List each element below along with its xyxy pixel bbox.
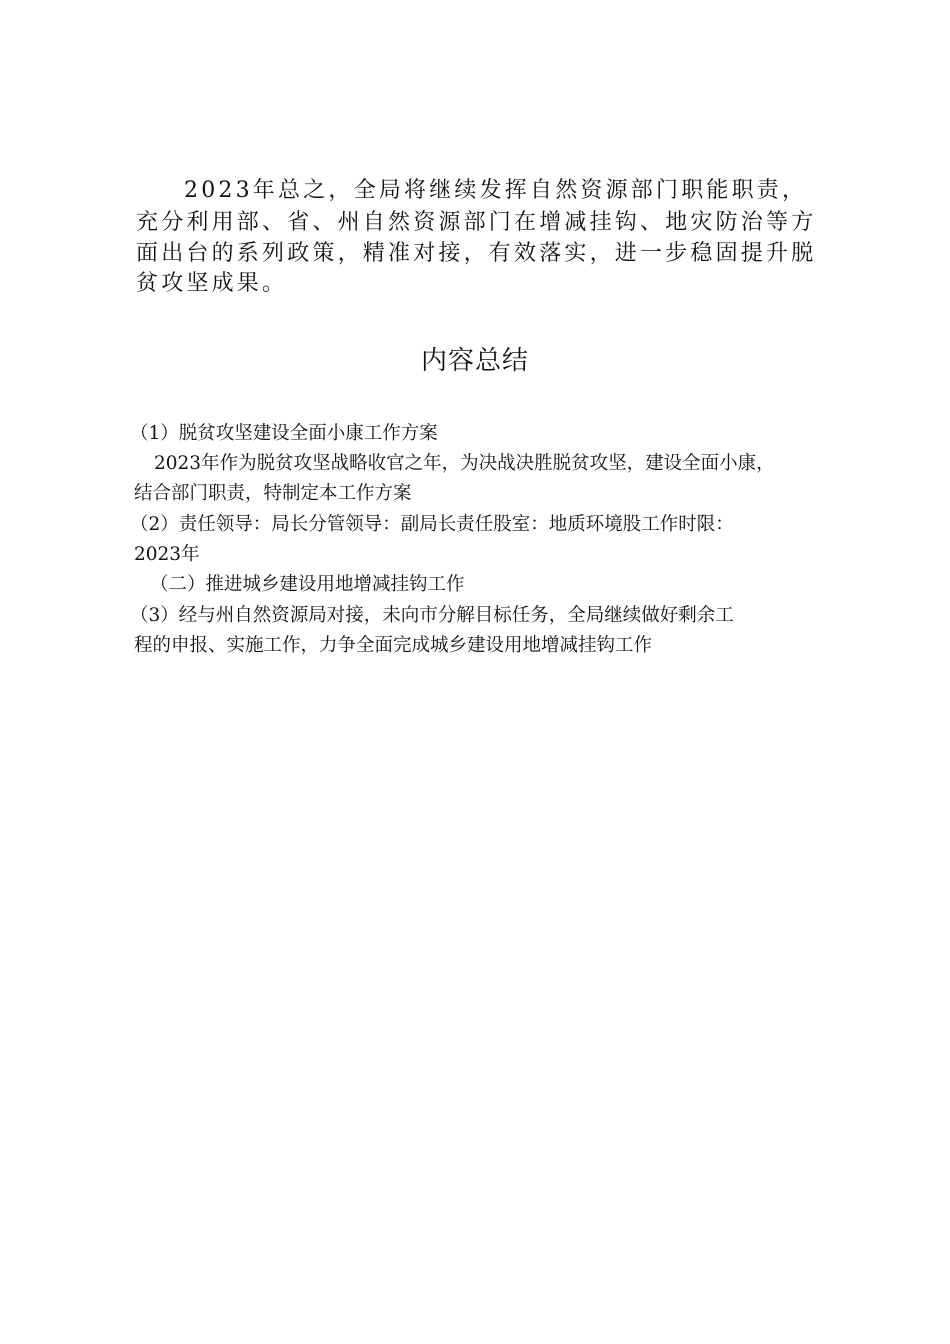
intro-line-3: 面出台的系列政策，精准对接，有效落实，进一步稳固提升脱 [136,241,817,266]
summary-line-7: （3）经与州自然资源局对接，未向市分解目标任务，全局继续做好剩余工 [130,605,734,626]
summary-line-4: （2）责任领导：局长分管领导：副局长责任股室：地质环境股工作时限： [130,514,734,535]
summary-line-6: （二）推进城乡建设用地增减挂钩工作 [150,574,465,595]
summary-line-5: 2023年 [134,544,200,565]
intro-line-4: 贫攻坚成果。 [136,271,288,296]
summary-title: 内容总结 [420,346,529,376]
summary-line-1: （1）脱贫攻坚建设全面小康工作方案 [130,423,438,444]
intro-line-1: 2023年总之，全局将继续发挥自然资源部门职能职责， [184,178,808,203]
summary-line-8: 程的申报、实施工作，力争全面完成城乡建设用地增减挂钩工作 [134,635,653,656]
summary-line-2: 2023年作为脱贫攻坚战略收官之年，为决战决胜脱贫攻坚，建设全面小康， [154,453,775,474]
intro-line-2: 充分利用部、省、州自然资源部门在增减挂钩、地灾防治等方 [136,210,817,235]
summary-line-3: 结合部门职责，特制定本工作方案 [134,483,412,504]
